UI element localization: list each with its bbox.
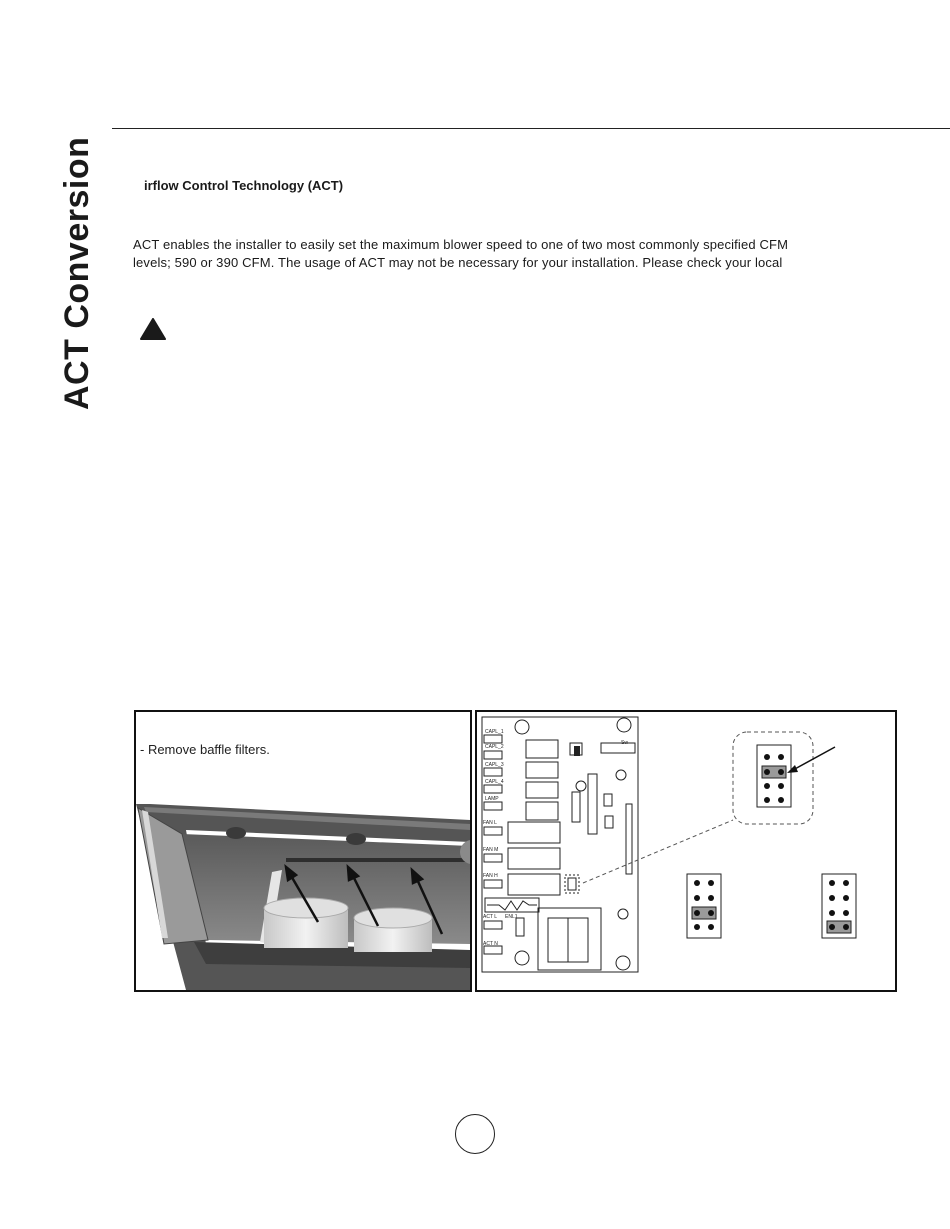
control-board-figure (475, 710, 897, 992)
board-label: Sw (621, 740, 628, 746)
board-label: CAPL_2 (485, 744, 504, 750)
warning-icon (140, 318, 166, 340)
step-caption: - Remove baffle filters. (140, 742, 270, 757)
board-label: FAN M (483, 847, 499, 853)
hood-illustration (136, 712, 470, 990)
board-label: ACT N (483, 941, 498, 947)
board-label: CAPL_1 (485, 729, 504, 735)
board-label: FAN L (483, 820, 497, 826)
board-label: FAN H (483, 873, 498, 879)
intro-paragraph (133, 236, 853, 272)
header-rule (112, 128, 950, 129)
page-number-badge (455, 1114, 495, 1154)
section-heading: irflow Control Technology (ACT) (144, 178, 344, 193)
side-title: ACT Conversion (58, 136, 96, 410)
board-label: CAPL_4 (485, 779, 504, 785)
baffle-filter-figure (134, 710, 472, 992)
board-label: CAPL_3 (485, 762, 504, 768)
paragraph-line: levels; 590 or 390 CFM. The usage of ACT may not be necessary for your installation. Please check your local (133, 255, 783, 270)
control-board-illustration (477, 712, 895, 990)
board-label: ENL1 (505, 914, 518, 920)
board-label: ACT L (483, 914, 498, 920)
board-label: LAMP (485, 796, 499, 802)
paragraph-line: ACT enables the installer to easily set the maximum blower speed to one of two most commonly specified CFM (133, 237, 789, 252)
